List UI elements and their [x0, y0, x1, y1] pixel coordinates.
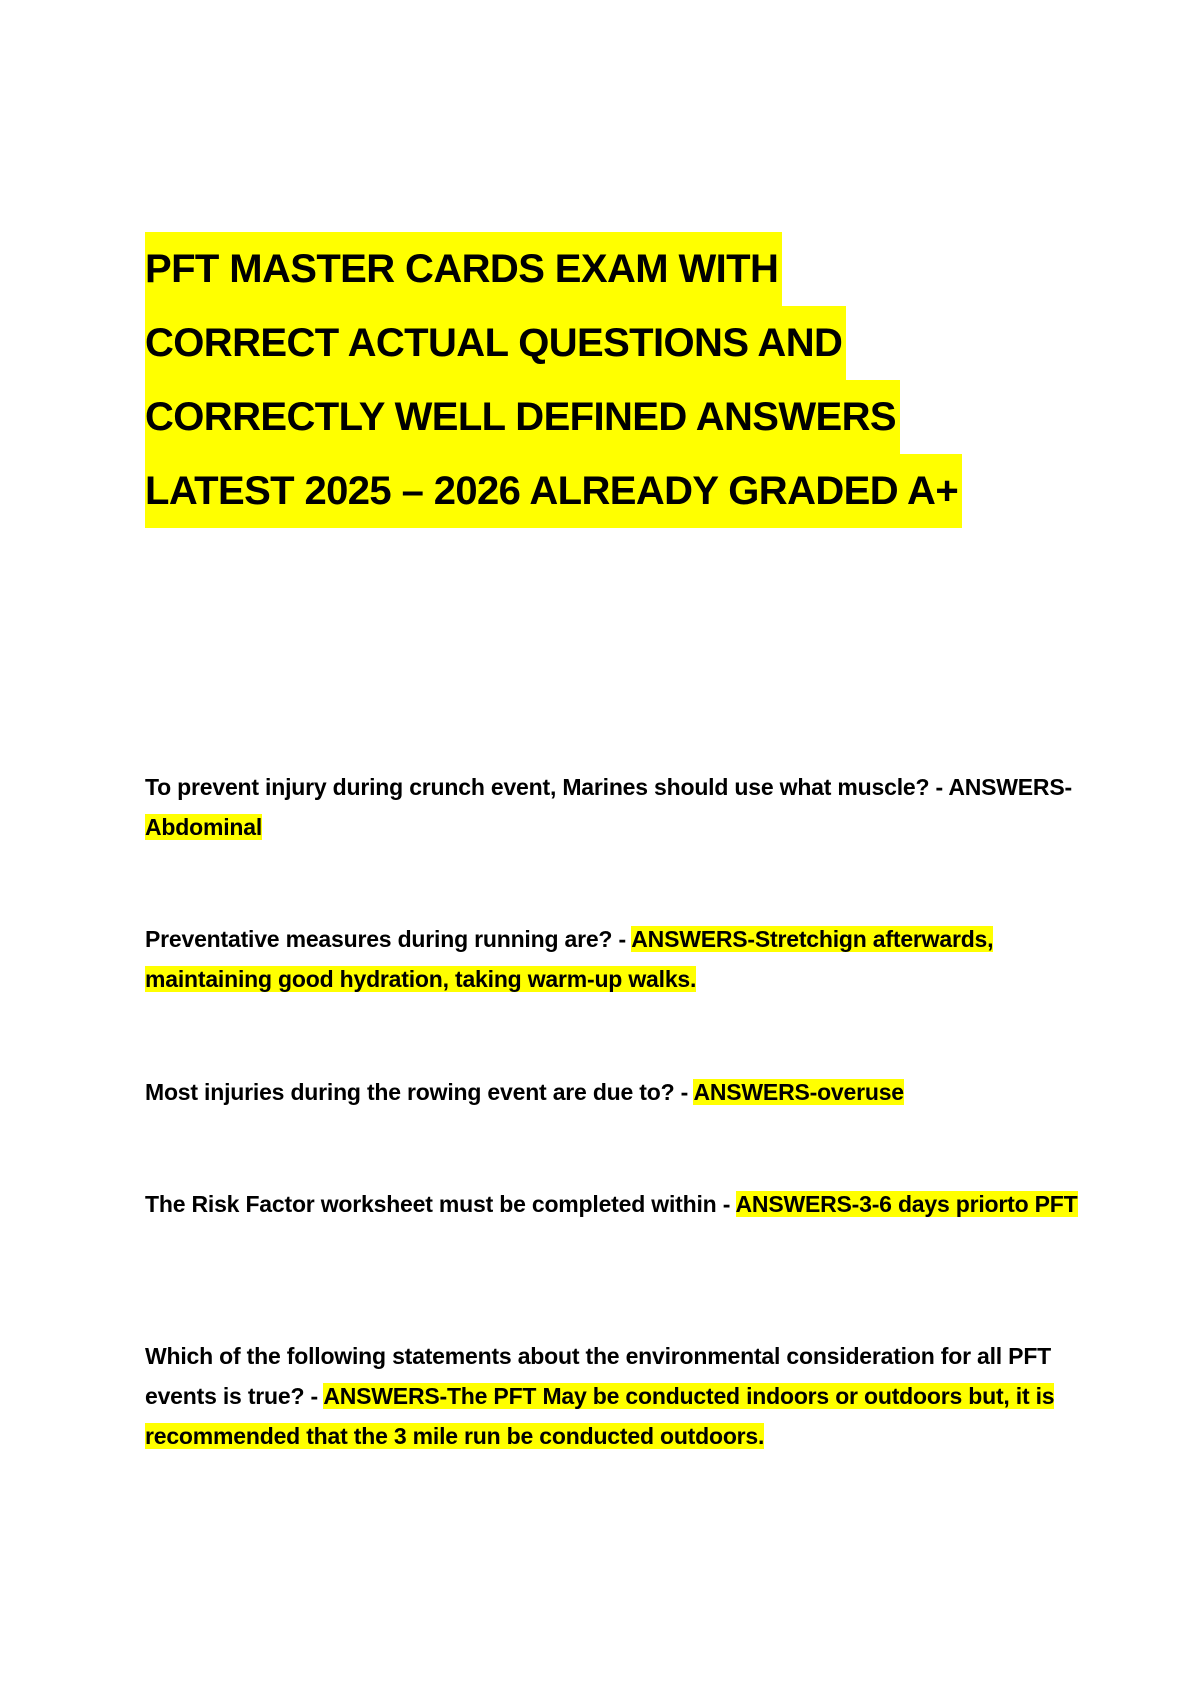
answer-text: Abdominal [145, 814, 263, 840]
answer-text: ANSWERS-The PFT May be conducted indoors or outdoors but, it is recommended that the 3 mile run be conducted outdoors. [145, 1383, 1055, 1449]
qa-item-4 [145, 1184, 1085, 1224]
question-text: Which of the following statements about the environmental consideration for all PFT events is true? - [145, 1343, 1052, 1409]
title-line: LATEST 2025 – 2026 ALREADY GRADED A+ [145, 454, 962, 528]
qa-item-1 [145, 767, 1085, 847]
answer-text: ANSWERS-3-6 days priorto PFT [735, 1191, 1078, 1217]
title-line: PFT MASTER CARDS EXAM WITH [145, 232, 782, 306]
qa-item-5 [145, 1336, 1085, 1456]
title-line: CORRECT ACTUAL QUESTIONS AND [145, 306, 846, 380]
question-text: Preventative measures during running are? - [145, 926, 632, 952]
answer-text: ANSWERS-Stretchign afterwards, maintaining good hydration, taking warm-up walks. [145, 926, 994, 992]
question-text: To prevent injury during crunch event, Marines should use what muscle? - ANSWERS- [145, 774, 1072, 800]
answer-text: ANSWERS-overuse [693, 1079, 904, 1105]
document-title [145, 232, 1105, 528]
title-line: CORRECTLY WELL DEFINED ANSWERS [145, 380, 900, 454]
qa-item-2 [145, 919, 1085, 999]
question-text: The Risk Factor worksheet must be completed within - [145, 1191, 736, 1217]
question-text: Most injuries during the rowing event are due to? - [145, 1079, 694, 1105]
qa-item-3 [145, 1072, 1085, 1112]
